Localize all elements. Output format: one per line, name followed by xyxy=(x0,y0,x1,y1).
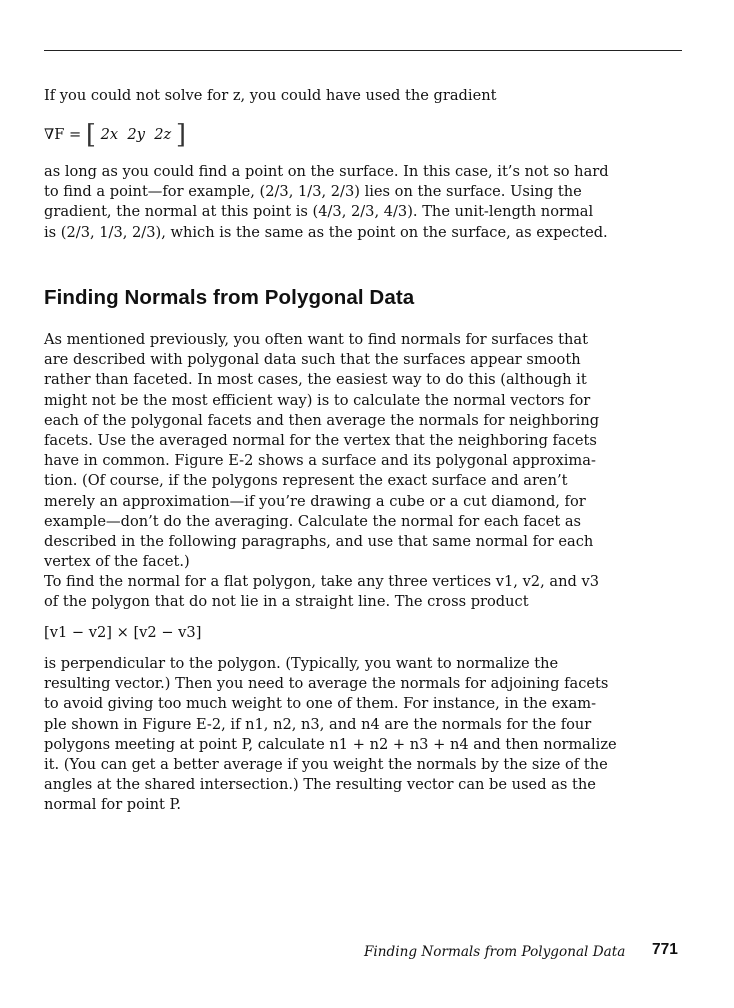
paragraph-line: to find a point—for example, (2/3, 1/3, 2/3) lies on the surface. Using the xyxy=(44,183,582,201)
intro-paragraph xyxy=(44,86,600,106)
paragraph-line: each of the polygonal facets and then average the normals for neighboring xyxy=(44,411,600,429)
page-number: 771 xyxy=(652,941,678,958)
paragraph-line: example—don’t do the averaging. Calculate the normal for each facet as xyxy=(44,512,582,530)
paragraph-line: have in common. Figure E-2 shows a surface and its polygonal approxima- xyxy=(44,452,596,470)
left-bracket: [ xyxy=(85,120,96,150)
paragraph-line: vertex of the facet.) xyxy=(44,553,190,571)
paragraph-line: tion. (Of course, if the polygons represent the exact surface and aren’t xyxy=(44,472,568,490)
paragraph-line: polygons meeting at point P, calculate n1 + n2 + n3 + n4 and then normalize xyxy=(44,735,617,753)
paragraph-line: facets. Use the averaged normal for the vertex that the neighboring facets xyxy=(44,432,597,450)
gradient-entry-1: 2x xyxy=(100,126,119,143)
paragraph-line: To find the normal for a flat polygon, take any three vertices v1, v2, and v3 xyxy=(44,573,599,590)
paragraph-line: ple shown in Figure E-2, if n1, n2, n3, and n4 are the normals for the four xyxy=(44,715,592,733)
paragraph-line: As mentioned previously, you often want to find normals for surfaces that xyxy=(44,331,588,348)
section-heading: Finding Normals from Polygonal Data xyxy=(44,286,415,309)
paragraph-line: is (2/3, 1/3, 2/3), which is the same as the point on the surface, as expected. xyxy=(44,223,608,241)
paragraph-line: it. (You can get a better average if you weight the normals by the size of the xyxy=(44,756,608,774)
paragraph-2 xyxy=(44,330,600,572)
paragraph-4 xyxy=(44,654,617,816)
paragraph-line: gradient, the normal at this point is (4/3, 2/3, 4/3). The unit-length normal xyxy=(44,203,594,221)
right-bracket: ] xyxy=(175,120,187,150)
paragraph-3 xyxy=(44,572,600,612)
cross-product-equation: [v1 − v2] × [v2 − v3] xyxy=(44,624,202,641)
paragraph-line: as long as you could find a point on the surface. In this case, it’s not so hard xyxy=(44,163,609,180)
paragraph-line: rather than faceted. In most cases, the easiest way to do this (although it xyxy=(44,371,587,389)
paragraph-line: are described with polygonal data such that the surfaces appear smooth xyxy=(44,351,581,369)
paragraph-line: is perpendicular to the polygon. (Typically, you want to normalize the xyxy=(44,655,559,672)
paragraph-line: of the polygon that do not lie in a straight line. The cross product xyxy=(44,593,529,611)
intro-line: If you could not solve for z, you could have used the gradient xyxy=(44,87,497,104)
paragraph-line: resulting vector.) Then you need to average the normals for adjoining facets xyxy=(44,675,609,693)
paragraph-line: normal for point P. xyxy=(44,796,182,814)
paragraph-line: merely an approximation—if you’re drawing a cube or a cut diamond, for xyxy=(44,492,586,510)
paragraph-line: angles at the shared intersection.) The resulting vector can be used as the xyxy=(44,776,596,794)
paragraph-line: to avoid giving too much weight to one of them. For instance, in the exam- xyxy=(44,695,597,713)
running-footer-title: Finding Normals from Polygonal Data xyxy=(364,944,626,960)
paragraph-1 xyxy=(44,162,609,243)
gradient-equation xyxy=(44,120,186,150)
header-rule xyxy=(44,50,682,51)
paragraph-line: might not be the most efficient way) is to calculate the normal vectors for xyxy=(44,391,591,409)
gradient-lhs: ∇F = xyxy=(44,126,82,143)
gradient-entry-3: 2z xyxy=(154,126,172,143)
paragraph-line: described in the following paragraphs, and use that same normal for each xyxy=(44,533,594,551)
gradient-entry-2: 2y xyxy=(127,126,145,143)
